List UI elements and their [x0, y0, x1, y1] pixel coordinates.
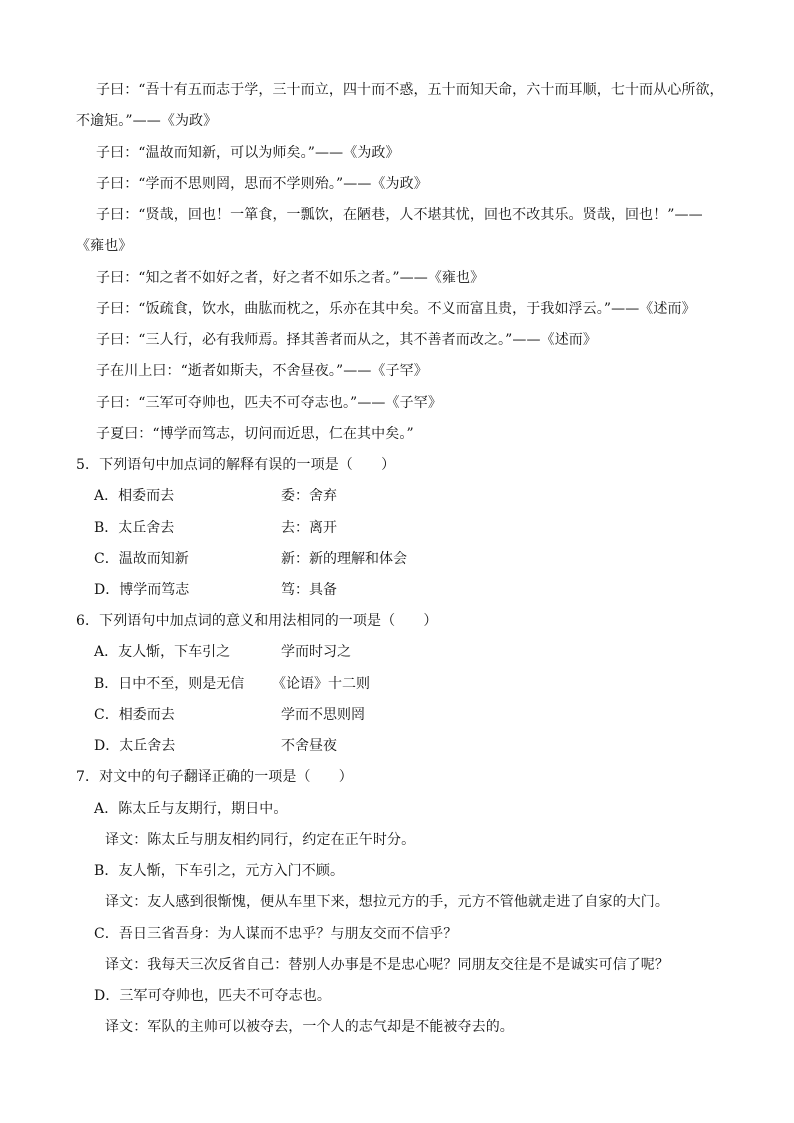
question-6-option-c-note: 学而不思则罔	[281, 707, 365, 723]
quote-9: 子曰：“三军可夺帅也，匹夫不可夺志也。”——《子罕》	[96, 395, 442, 411]
quote-5: 子曰：“知之者不如好之者，好之者不如乐之者。”——《雍也》	[96, 270, 485, 286]
quote-7: 子曰：“三人行，必有我师焉。择其善者而从之，其不善者而改之。”——《述而》	[96, 332, 598, 348]
question-7-option-b-label: B．友人惭，下车引之，元方入门不顾。	[94, 863, 345, 879]
question-6-option-c-label: C．相委而去	[94, 707, 175, 723]
quote-2: 子曰：“温故而知新，可以为师矣。”——《为政》	[96, 145, 400, 161]
question-7-option-c-translation: 译文：我每天三次反省自己：替别人办事是不是忠心呢？同朋友交往是不是诚实可信了呢？	[105, 957, 669, 973]
question-7-option-b-translation: 译文：友人感到很惭愧，便从车里下来，想拉元方的手，元方不管他就走进了自家的大门。	[105, 894, 669, 910]
question-7-option-a-translation: 译文：陈太丘与朋友相约同行，约定在正午时分。	[105, 832, 416, 848]
quote-1-line-1: 子曰：“吾十有五而志于学，三十而立，四十而不惑，五十而知天命，六十而耳顺，七十而从心所欲，	[96, 82, 724, 98]
quote-3: 子曰：“学而不思则罔，思而不学则殆。”——《为政》	[96, 176, 428, 192]
question-6-option-a-note: 学而时习之	[281, 644, 351, 660]
question-7-option-d-label: D．三军可夺帅也，匹夫不可夺志也。	[94, 988, 331, 1004]
question-5-option-a-note: 委：舍弃	[281, 488, 337, 504]
question-5-option-d-note: 笃：具备	[281, 582, 337, 598]
question-6-option-d-note: 不舍昼夜	[281, 738, 337, 754]
question-5-option-b-label: B．太丘舍去	[94, 520, 175, 536]
question-5-option-d-label: D．博学而笃志	[94, 582, 190, 598]
question-6-option-b-label: B．日中不至，则是无信	[94, 676, 245, 692]
quote-10: 子夏曰：“博学而笃志，切问而近思，仁在其中矣。”	[96, 426, 414, 442]
question-5-option-c-label: C．温故而知新	[94, 551, 189, 567]
question-6-stem: 6．下列语句中加点词的意义和用法相同的一项是（ ）	[76, 613, 438, 629]
quote-6: 子曰：“饭疏食，饮水，曲肱而枕之，乐亦在其中矣。不义而富且贵，于我如浮云。”——《述而》	[96, 301, 696, 317]
question-5-stem: 5．下列语句中加点词的解释有误的一项是（ ）	[76, 457, 396, 473]
question-6-option-b-note: 《论语》十二则	[272, 676, 370, 692]
question-6-option-a-label: A．友人惭，下车引之	[94, 644, 231, 660]
question-6-option-d-label: D．太丘舍去	[94, 738, 176, 754]
question-7-option-a-label: A．陈太丘与友期行，期日中。	[94, 801, 288, 817]
question-5-option-a-label: A．相委而去	[94, 488, 175, 504]
quote-4-line-2: 《雍也》	[76, 238, 133, 254]
quote-4-line-1: 子曰：“贤哉，回也！一箪食，一瓢饮，在陋巷，人不堪其忧，回也不改其乐。贤哉，回也！”——	[96, 207, 703, 223]
question-5-option-c-note: 新：新的理解和体会	[281, 551, 407, 567]
quote-1-line-2: 不逾矩。”——《为政》	[76, 113, 218, 129]
question-7-option-d-translation: 译文：军队的主帅可以被夺去，一个人的志气却是不能被夺去的。	[105, 1019, 514, 1035]
question-7-stem: 7．对文中的句子翻译正确的一项是（ ）	[76, 769, 353, 785]
question-5-option-b-note: 去：离开	[281, 520, 337, 536]
question-7-option-c-label: C．吾日三省吾身：为人谋而不忠乎？与朋友交而不信乎？	[94, 926, 458, 942]
quote-8: 子在川上曰：“逝者如斯夫，不舍昼夜。”——《子罕》	[96, 363, 428, 379]
